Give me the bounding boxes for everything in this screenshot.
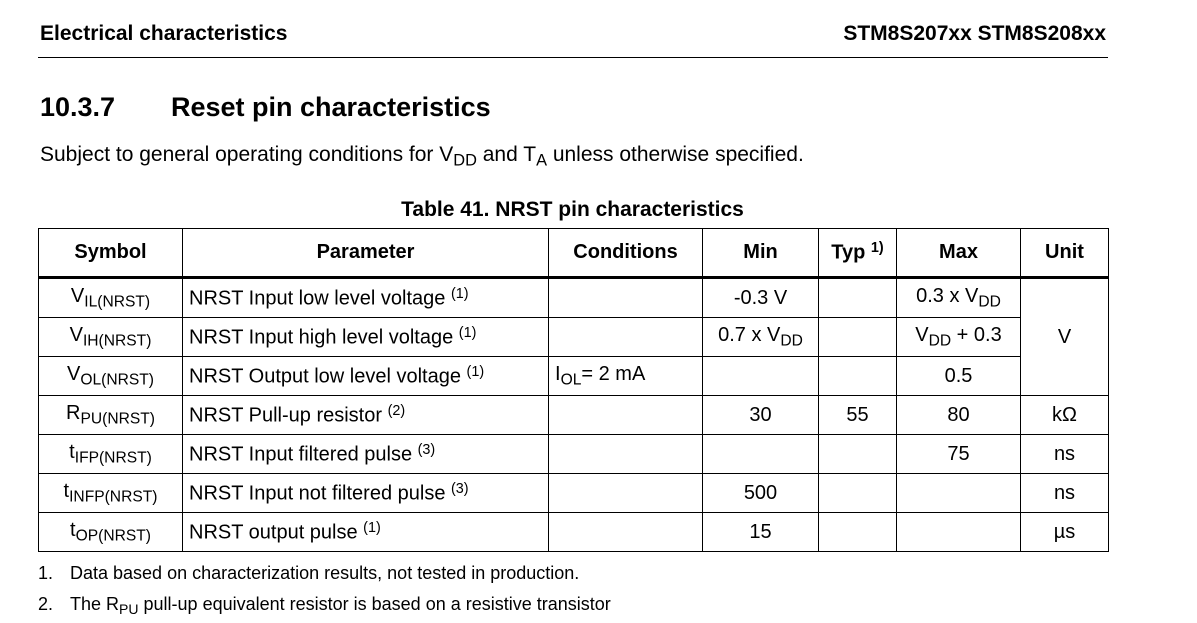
table-footnotes — [38, 561, 611, 623]
cell-parameter: NRST Output low level voltage $^{(1)}$ — [183, 357, 549, 396]
table-row — [39, 357, 1109, 396]
header-typ: Typ $^{1)}$ — [819, 229, 897, 278]
cell-typ — [819, 357, 897, 396]
intro-paragraph: Subject to general operating conditions for $V_{DD}$ and $T_A$ unless otherwise specified. — [40, 143, 804, 170]
cell-unit: kΩ — [1021, 396, 1109, 435]
section-title: Reset pin characteristics — [171, 92, 491, 122]
cell-max — [897, 513, 1021, 552]
cell-max: 0.5 — [897, 357, 1021, 396]
cell-typ — [819, 318, 897, 357]
cell-symbol: $t_{INFP(NRST)}$ — [39, 474, 183, 513]
cell-max — [897, 474, 1021, 513]
cell-unit-voltage: V — [1021, 278, 1109, 396]
table-caption: Table 41. NRST pin characteristics — [401, 198, 744, 221]
cell-typ — [819, 278, 897, 318]
header-min: Min — [703, 229, 819, 278]
cell-symbol: $t_{OP(NRST)}$ — [39, 513, 183, 552]
header-rule — [38, 57, 1108, 58]
cell-max: $V_{DD} + 0.3$ — [897, 318, 1021, 357]
cell-conditions — [549, 318, 703, 357]
nrst-characteristics-table — [38, 228, 1109, 552]
cell-conditions — [549, 278, 703, 318]
cell-conditions: $I_{OL}= 2$ mA — [549, 357, 703, 396]
table-row — [39, 474, 1109, 513]
cell-min: -0.3 V — [703, 278, 819, 318]
running-header-section: Electrical characteristics — [40, 22, 288, 45]
header-unit: Unit — [1021, 229, 1109, 278]
table-header-row — [39, 229, 1109, 278]
cell-min — [703, 357, 819, 396]
running-header-device: STM8S207xx STM8S208xx — [843, 22, 1106, 45]
cell-min: 15 — [703, 513, 819, 552]
cell-parameter: NRST output pulse $^{(1)}$ — [183, 513, 549, 552]
cell-unit: ns — [1021, 435, 1109, 474]
header-parameter: Parameter — [183, 229, 549, 278]
cell-symbol: $V_{IL(NRST)}$ — [39, 278, 183, 318]
footnote-1: 1. Data based on characterization results, not tested in production. — [38, 563, 580, 583]
cell-min — [703, 435, 819, 474]
cell-conditions — [549, 513, 703, 552]
cell-parameter: NRST Input low level voltage $^{(1)}$ — [183, 278, 549, 318]
section-number: 10.3.7 — [40, 92, 116, 122]
cell-max: 0.3 x $V_{DD}$ — [897, 278, 1021, 318]
cell-symbol: $R_{PU(NRST)}$ — [39, 396, 183, 435]
table-row — [39, 318, 1109, 357]
cell-typ — [819, 513, 897, 552]
cell-symbol: $V_{IH(NRST)}$ — [39, 318, 183, 357]
cell-max: 75 — [897, 435, 1021, 474]
cell-parameter: NRST Input filtered pulse $^{(3)}$ — [183, 435, 549, 474]
cell-unit: ns — [1021, 474, 1109, 513]
cell-min: 500 — [703, 474, 819, 513]
footnote-2: 2. The $R_{PU}$ pull-up equivalent resistor is based on a resistive transistor — [38, 594, 611, 617]
table-row — [39, 278, 1109, 318]
cell-parameter: NRST Pull-up resistor $^{(2)}$ — [183, 396, 549, 435]
cell-max: 80 — [897, 396, 1021, 435]
cell-conditions — [549, 474, 703, 513]
cell-parameter: NRST Input not filtered pulse $^{(3)}$ — [183, 474, 549, 513]
cell-typ — [819, 474, 897, 513]
cell-typ: 55 — [819, 396, 897, 435]
header-max: Max — [897, 229, 1021, 278]
cell-symbol: $V_{OL(NRST)}$ — [39, 357, 183, 396]
cell-conditions — [549, 396, 703, 435]
header-symbol: Symbol — [39, 229, 183, 278]
table-row — [39, 435, 1109, 474]
cell-typ — [819, 435, 897, 474]
cell-min: 0.7 x $V_{DD}$ — [703, 318, 819, 357]
cell-min: 30 — [703, 396, 819, 435]
header-conditions: Conditions — [549, 229, 703, 278]
cell-unit: µs — [1021, 513, 1109, 552]
table-row — [39, 396, 1109, 435]
cell-symbol: $t_{IFP(NRST)}$ — [39, 435, 183, 474]
cell-parameter: NRST Input high level voltage $^{(1)}$ — [183, 318, 549, 357]
table-row — [39, 513, 1109, 552]
cell-conditions — [549, 435, 703, 474]
